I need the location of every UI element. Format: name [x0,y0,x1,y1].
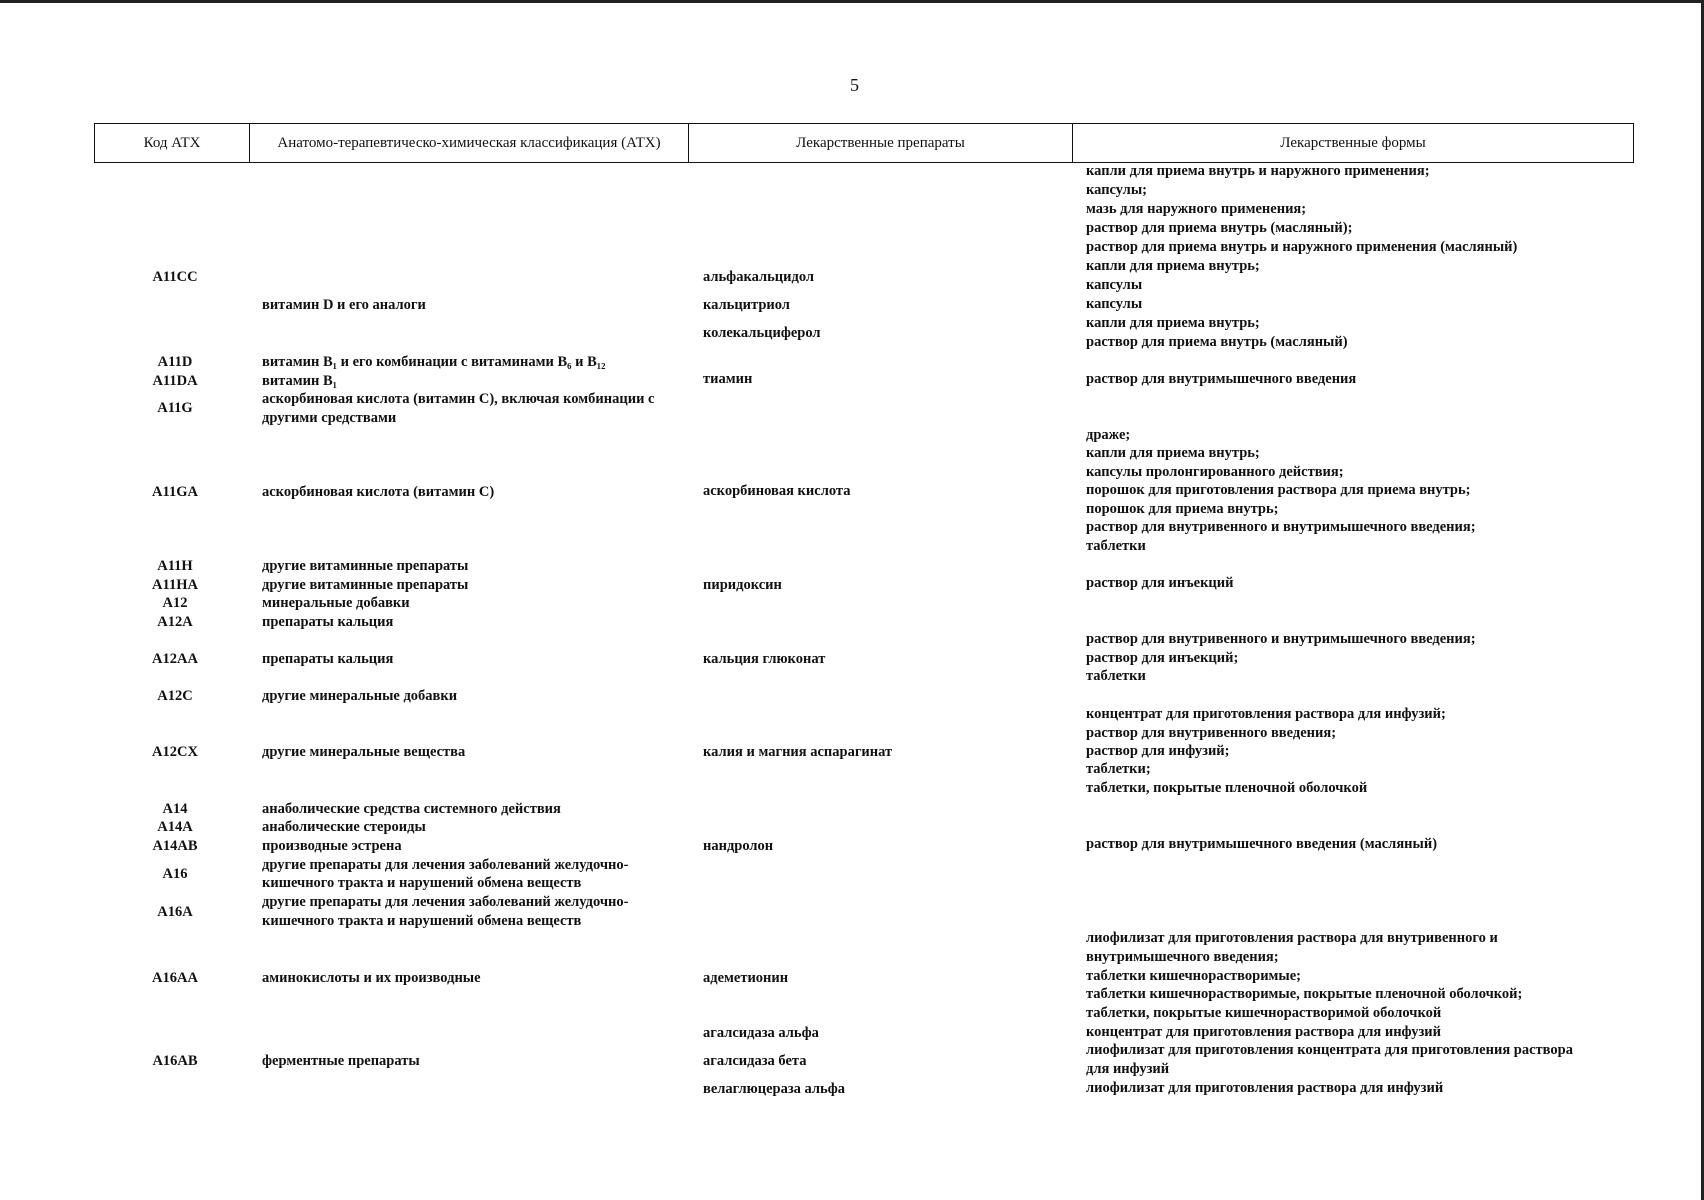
atc-code: A11DA [152,373,198,389]
form-line: раствор для внутримышечного введения (масляный) [1086,836,1438,852]
form-line: таблетки [1086,538,1146,554]
form-line: раствор для внутривенного и внутримышечного введения; [1086,519,1476,535]
form-line: раствор для приема внутрь и наружного применения (масляный) [1086,239,1518,255]
classification-text: аскорбиновая кислота (витамин С) [262,484,495,500]
classification-text: другие препараты для лечения заболеваний желудочно- [262,857,629,873]
atc-code: A12C [157,688,193,704]
form-line: внутримышечного введения; [1086,949,1279,965]
form-line: таблетки кишечнорастворимые; [1086,968,1302,984]
form-line: раствор для приема внутрь (масляный); [1086,220,1353,236]
form-line: порошок для приготовления раствора для приема внутрь; [1086,482,1471,498]
atc-code: A16A [157,904,193,920]
atc-code: A14 [162,801,188,817]
classification-text: препараты кальция [262,651,394,667]
classification-text: кишечного тракта и нарушений обмена веществ [262,875,582,891]
atc-code: A11GA [152,484,198,500]
table-header [94,123,1634,163]
atc-code: A11G [157,400,193,416]
classification-text: минеральные добавки [262,595,410,611]
classification-text: витамин D и его аналоги [262,297,426,313]
form-line: таблетки, покрытые кишечнорастворимой оболочкой [1086,1005,1442,1021]
form-line: раствор для инъекций; [1086,650,1239,666]
atc-code: A11H [157,558,193,574]
form-line: капсулы [1086,277,1143,293]
form-line: капли для приема внутрь; [1086,445,1260,461]
drug-name: колекальциферол [703,325,821,341]
classification-text: другие минеральные вещества [262,744,466,760]
classification-text: другие минеральные добавки [262,688,458,704]
form-line: лиофилизат для приготовления концентрата для приготовления раствора [1086,1042,1573,1058]
drug-name: кальцитриол [703,297,790,313]
drug-name: кальция глюконат [703,651,826,667]
atc-code: A12 [162,595,188,611]
drug-name: велаглюцераза альфа [703,1081,845,1097]
atc-code: A11D [157,354,193,370]
header-classification: Анатомо-терапевтическо-химическая классификация (АТХ) [250,124,689,162]
classification-text: препараты кальция [262,614,394,630]
form-line: таблетки кишечнорастворимые, покрытые пленочной оболочкой; [1086,986,1523,1002]
form-line: раствор для инфузий; [1086,743,1230,759]
atc-code: A11CC [152,269,198,285]
form-line: таблетки [1086,668,1146,684]
form-line: мазь для наружного применения; [1086,201,1307,217]
form-line: концентрат для приготовления раствора для инфузий; [1086,706,1446,722]
drug-name: аскорбиновая кислота [703,483,851,499]
drug-name: нандролон [703,838,774,854]
form-line: лиофилизат для приготовления раствора для инфузий [1086,1080,1444,1096]
drug-name: тиамин [703,371,753,387]
drug-name: калия и магния аспарагинат [703,744,893,760]
classification-text: производные эстрена [262,838,402,854]
form-line: раствор для внутривенного и внутримышечного введения; [1086,631,1476,647]
page-top-edge [0,0,1704,3]
atc-code: A11HA [152,577,198,593]
drug-name: агалсидаза бета [703,1053,807,1069]
classification-text: анаболические средства системного действия [262,801,561,817]
atc-code: A12A [157,614,193,630]
classification-text: кишечного тракта и нарушений обмена веществ [262,913,582,929]
classification-text: аминокислоты и их производные [262,970,481,986]
header-drugs: Лекарственные препараты [689,124,1073,162]
page-number: 5 [850,75,859,95]
classification-text: другие витаминные препараты [262,577,469,593]
form-line: раствор для внутривенного введения; [1086,725,1337,741]
classification-text: витамин B₁ и его комбинации с витаминами B₆ и B₁₂ [262,354,606,370]
classification-text: витамин B₁ [262,373,337,389]
atc-code: A16AB [152,1053,198,1069]
form-line: концентрат для приготовления раствора для инфузий [1086,1024,1442,1040]
form-line: капсулы пролонгированного действия; [1086,464,1344,480]
form-line: лиофилизат для приготовления раствора для внутривенного и [1086,930,1498,946]
drug-name: адеметионин [703,970,789,986]
atc-code: A12AA [152,651,198,667]
form-line: порошок для приема внутрь; [1086,501,1279,517]
form-line: драже; [1086,427,1131,443]
header-code: Код ATX [95,124,250,162]
drug-name: альфакальцидол [703,269,815,285]
form-line: таблетки; [1086,761,1151,777]
header-forms: Лекарственные формы [1280,134,1426,151]
classification-text: другие витаминные препараты [262,558,469,574]
atc-code: A12CX [152,744,198,760]
classification-text: другие препараты для лечения заболеваний желудочно- [262,894,629,910]
form-line: раствор для приема внутрь (масляный) [1086,334,1348,350]
drug-name: агалсидаза альфа [703,1025,819,1041]
form-line: капсулы [1086,296,1143,312]
atc-code: A16AA [152,970,198,986]
classification-text: аскорбиновая кислота (витамин С), включая комбинации с [262,391,655,407]
classification-text: другими средствами [262,410,397,426]
form-line: капли для приема внутрь; [1086,315,1260,331]
atc-code: A16 [162,866,188,882]
atc-code: A14AB [152,838,198,854]
classification-text: ферментные препараты [262,1053,420,1069]
form-line: раствор для внутримышечного введения [1086,371,1357,387]
form-line: капли для приема внутрь и наружного применения; [1086,163,1430,179]
form-line: капли для приема внутрь; [1086,258,1260,274]
atc-code: A14A [157,819,193,835]
form-line: для инфузий [1086,1061,1170,1077]
form-line: таблетки, покрытые пленочной оболочкой [1086,780,1368,796]
form-line: капсулы; [1086,182,1147,198]
drug-name: пиридоксин [703,577,782,593]
classification-text: анаболические стероиды [262,819,426,835]
form-line: раствор для инъекций [1086,575,1234,591]
